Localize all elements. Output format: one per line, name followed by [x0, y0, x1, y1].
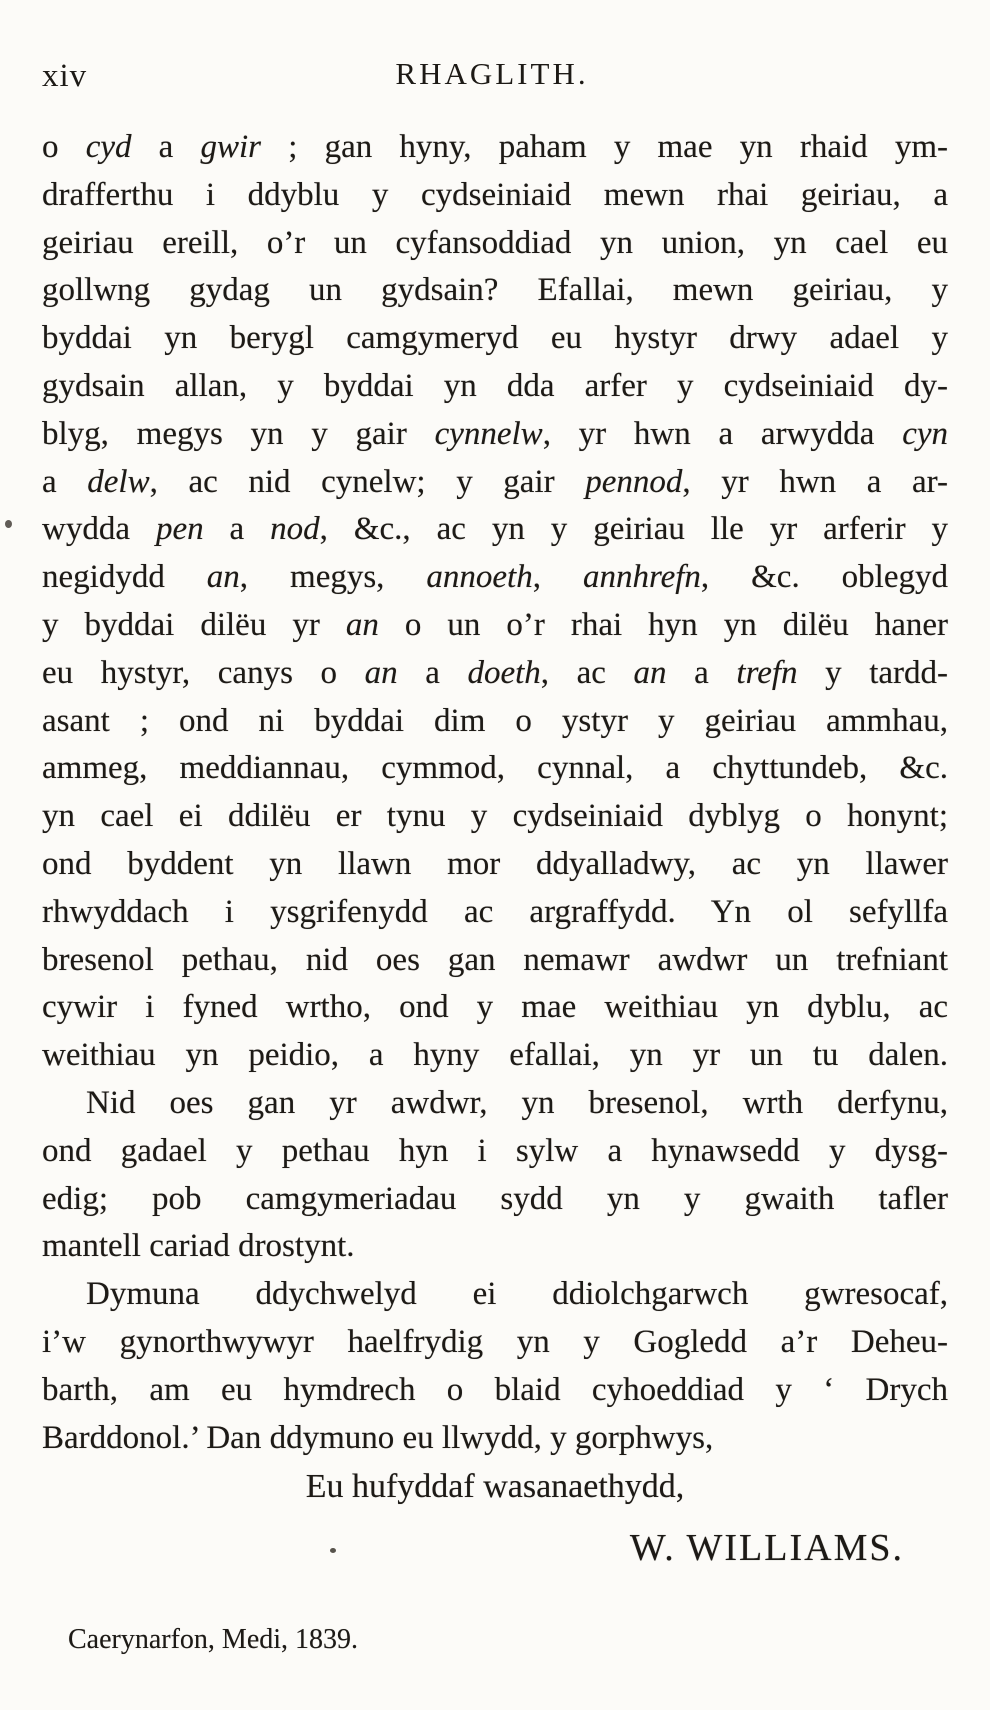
text-line: mantell cariad drostynt.: [42, 1228, 355, 1265]
text-line: blyg, megys yn y gair cynnelw, yr hwn a arwydda cyn: [42, 415, 948, 452]
page-number: xiv: [42, 58, 88, 94]
imprint-line: Caerynarfon, Medi, 1839.: [68, 1624, 359, 1655]
ink-speck: [330, 1548, 336, 1553]
running-title: RHAGLITH.: [395, 56, 589, 91]
text-line: a delw, ac nid cynelw; y gair pennod, yr hwn a ar-: [42, 463, 949, 500]
text-line: ammeg, meddiannau, cymmod, cynnal, a chyttundeb, &c.: [42, 750, 948, 787]
text-line: i’w gynorthwywyr haelfrydig yn y Gogledd a’r Deheu-: [42, 1323, 948, 1360]
text-line: o cyd a gwir ; gan hyny, paham y mae yn rhaid ym-: [42, 129, 948, 165]
text-line: y byddai dilëu yr an o un o’r rhai hyn yn dilëu haner: [42, 606, 948, 643]
text-line: Dymuna ddychwelyd ei ddiolchgarwch gwresocaf,: [86, 1276, 948, 1313]
page-header: [42, 56, 942, 98]
text-line: gollwng gydag un gydsain? Efallai, mewn geiriau, y: [42, 272, 948, 309]
text-line: cywir i fyned wrtho, ond y mae weithiau yn dyblu, ac: [42, 989, 948, 1026]
signature-line: W. WILLIAMS.: [629, 1527, 904, 1569]
text-line: yn cael ei ddilëu er tynu y cydseiniaid dyblyg o honynt;: [42, 798, 948, 835]
text-line: wydda pen a nod, &c., ac yn y geiriau lle yr arferir y: [42, 511, 949, 548]
text-line: geiriau ereill, o’r un cyfansoddiad yn union, yn cael eu: [42, 224, 948, 261]
text-line: asant ; ond ni byddai dim o ystyr y geiriau ammhau,: [42, 702, 948, 739]
text-line: ond gadael y pethau hyn i sylw a hynawsedd y dysg-: [42, 1132, 948, 1169]
text-line: gydsain allan, y byddai yn dda arfer y cydseiniaid dy-: [42, 367, 948, 404]
text-line: Barddonol.’ Dan ddymuno eu llwydd, y gorphwys,: [42, 1419, 714, 1456]
body-text: [42, 124, 948, 1462]
text-line: rhwyddach i ysgrifenydd ac argraffydd. Yn ol sefyllfa: [42, 893, 948, 930]
valediction-line: Eu hufyddaf wasanaethydd,: [305, 1468, 685, 1505]
text-line: bresenol pethau, nid oes gan nemawr awdwr un trefniant: [42, 941, 948, 978]
text-line: ond byddent yn llawn mor ddyalladwy, ac yn llawer: [42, 845, 948, 882]
ink-speck: [5, 520, 12, 528]
text-line: edig; pob camgymeriadau sydd yn y gwaith tafler: [42, 1180, 948, 1217]
text-line: drafferthu i ddyblu y cydseiniaid mewn rhai geiriau, a: [42, 176, 948, 213]
text-line: weithiau yn peidio, a hyny efallai, yn yr un tu dalen.: [42, 1037, 948, 1074]
text-line: Nid oes gan yr awdwr, yn bresenol, wrth derfynu,: [86, 1084, 948, 1121]
text-line: byddai yn berygl camgymeryd eu hystyr drwy adael y: [42, 320, 948, 357]
text-line: negidydd an, megys, annoeth, annhrefn, &c. oblegyd: [42, 559, 948, 596]
text-line: barth, am eu hymdrech o blaid cyhoeddiad y ‘ Drych: [42, 1371, 948, 1408]
text-line: eu hystyr, canys o an a doeth, ac an a trefn y tardd-: [42, 654, 949, 691]
